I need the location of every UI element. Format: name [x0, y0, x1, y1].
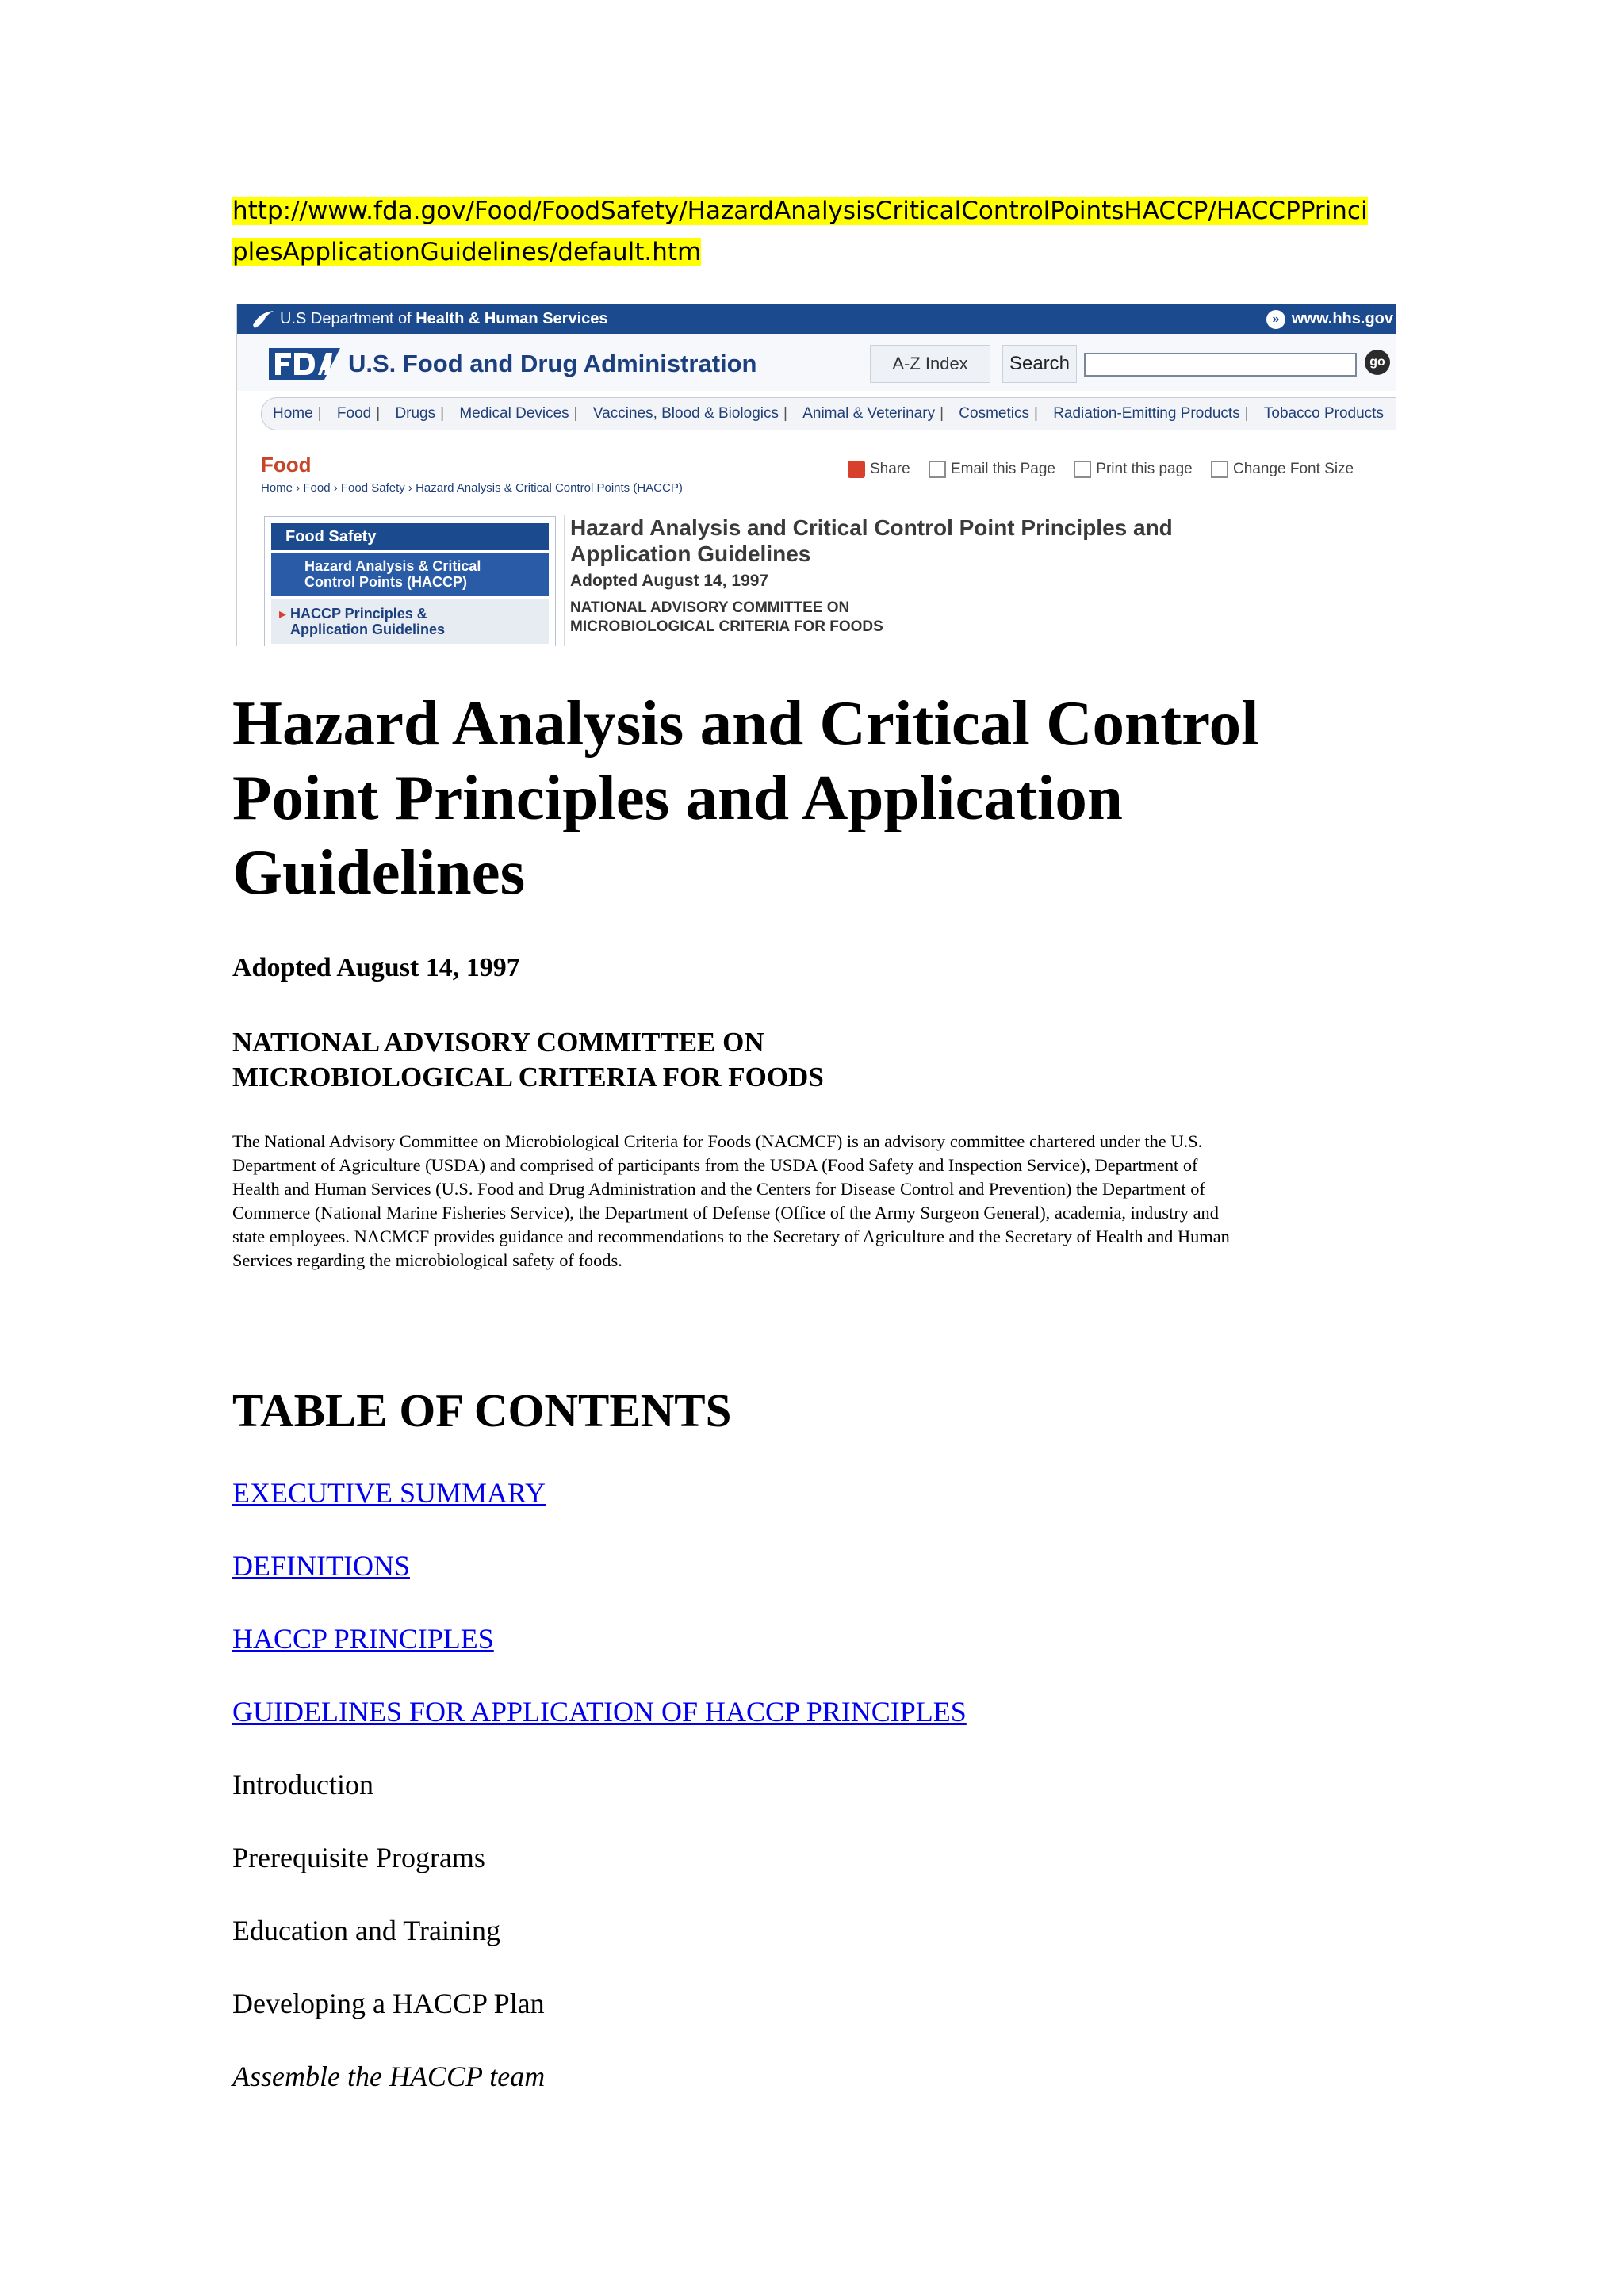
fda-name[interactable]: U.S. Food and Drug Administration [348, 350, 757, 377]
toc-heading: TABLE OF CONTENTS [232, 1384, 732, 1437]
nav-tobacco[interactable]: Tobacco Products [1263, 405, 1384, 422]
hhs-link[interactable]: www.hhs.gov [1291, 310, 1393, 327]
page-tools [833, 461, 1354, 478]
toc-link-executive-summary[interactable]: EXECUTIVE SUMMARY [232, 1477, 546, 1509]
screenshot-heading: Hazard Analysis and Critical Control Point Principles and Application Guidelines [570, 515, 1173, 566]
toc-link-haccp-principles[interactable]: HACCP PRINCIPLES [232, 1623, 494, 1655]
source-url-line-2: plesApplicationGuidelines/default.htm [232, 238, 702, 266]
nav-home[interactable]: Home [273, 405, 313, 422]
nav-radiation[interactable]: Radiation-Emitting Products [1053, 405, 1240, 422]
source-url-line-1: http://www.fda.gov/Food/FoodSafety/HazardAnalysisCriticalControlPointsHACCP/HACCPPrinci [232, 197, 1368, 225]
go-button[interactable]: go [1365, 350, 1390, 375]
committee-name: NATIONAL ADVISORY COMMITTEE ON MICROBIOLOGICAL CRITERIA FOR FOODS [232, 1027, 824, 1093]
forward-arrow-icon: » [1266, 310, 1285, 329]
hhs-dept-prefix: U.S Department of [280, 310, 416, 327]
toc-item-education: Education and Training [232, 1915, 500, 1946]
az-index-button[interactable]: A-Z Index [870, 345, 990, 383]
fda-logo-icon [269, 348, 342, 380]
toc-item-developing: Developing a HACCP Plan [232, 1988, 545, 2019]
hhs-eagle-icon [251, 309, 275, 330]
breadcrumb[interactable]: Home › Food › Food Safety › Hazard Analysis & Critical Control Points (HACCP) [261, 481, 683, 495]
section-title: Food [261, 453, 312, 476]
toc-link-definitions[interactable]: DEFINITIONS [232, 1550, 410, 1582]
share-link[interactable]: Share [870, 461, 910, 478]
nav-animal-veterinary[interactable]: Animal & Veterinary [802, 405, 936, 422]
hhs-dept-name: Health & Human Services [416, 310, 608, 327]
search-label: Search [1002, 345, 1077, 383]
screenshot-committee: NATIONAL ADVISORY COMMITTEE ON MICROBIOLOGICAL CRITERIA FOR FOODS [570, 599, 883, 635]
email-link[interactable]: Email this Page [950, 461, 1055, 478]
divider [564, 515, 565, 646]
toc-item-introduction: Introduction [232, 1769, 373, 1800]
main-nav: Home | Food | Drugs | Medical Devices | Vaccines, Blood & Biologics | Animal & Veterinary | Cosmetics | Radiation-Emitting Products | Tobacco Products [261, 397, 1396, 430]
sidebar-heading[interactable]: Food Safety [271, 523, 549, 550]
screenshot-adopted: Adopted August 14, 1997 [570, 572, 769, 590]
fda-header [237, 334, 1396, 391]
toc-item-assemble: Assemble the HACCP team [232, 2061, 546, 2092]
print-icon[interactable] [1074, 461, 1091, 478]
nav-food[interactable]: Food [336, 405, 372, 422]
font-size-link[interactable]: Change Font Size [1233, 461, 1354, 478]
email-icon[interactable] [929, 461, 946, 478]
font-size-icon[interactable] [1211, 461, 1228, 478]
search-input[interactable] [1084, 353, 1357, 377]
toc-item-prerequisite: Prerequisite Programs [232, 1842, 485, 1873]
source-url [232, 190, 1398, 273]
nav-vaccines[interactable]: Vaccines, Blood & Biologics [592, 405, 779, 422]
adopted-date: Adopted August 14, 1997 [232, 953, 520, 982]
intro-paragraph: The National Advisory Committee on Microbiological Criteria for Foods (NACMCF) is an advisory committee chartered under the U.S. Department of Agriculture (USDA) and comprised of participants from the USDA (Food Safety and Inspection Service), Department of Health and Human Services (U.S. Food and Drug Administration and the Centers for Disease Control and Prevention) the Department of Commerce (National Marine Fisheries Service), the Department of Defense (Office of the Army Surgeon General), academia, industry and state employees. NACMCF provides guidance and recommendations to the Secretary of Agriculture and the Secretary of Health and Human Services regarding the microbiological safety of foods. [232, 1131, 1230, 1270]
toc-link-guidelines[interactable]: GUIDELINES FOR APPLICATION OF HACCP PRINCIPLES [232, 1696, 967, 1728]
chevron-right-icon: ▸ [279, 606, 287, 622]
nav-drugs[interactable]: Drugs [395, 405, 436, 422]
hhs-banner [237, 304, 1396, 334]
page-title: Hazard Analysis and Critical Control Point Principles and Application Guidelines [232, 687, 1259, 908]
sidebar-item-haccp[interactable]: Hazard Analysis & Critical Control Points (HACCP) [271, 553, 549, 596]
share-icon[interactable] [848, 461, 865, 478]
nav-cosmetics[interactable]: Cosmetics [959, 405, 1029, 422]
print-link[interactable]: Print this page [1096, 461, 1193, 478]
fda-page-screenshot [236, 304, 1396, 646]
sidebar-item-principles[interactable]: ▸ HACCP Principles & Application Guidelines [271, 599, 549, 644]
sidebar [264, 516, 556, 646]
nav-medical-devices[interactable]: Medical Devices [459, 405, 569, 422]
